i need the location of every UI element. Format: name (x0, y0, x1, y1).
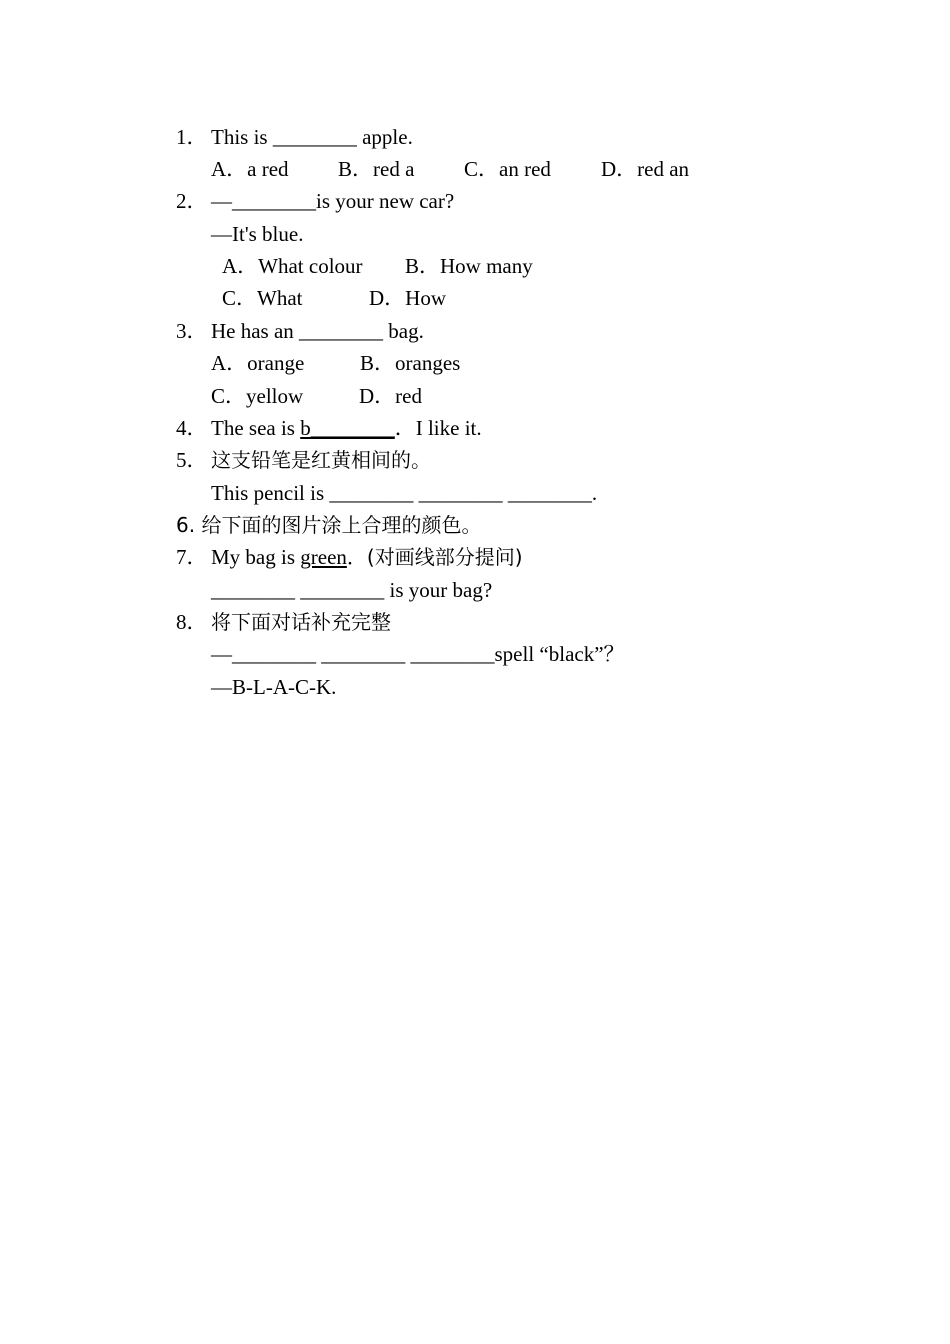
option-c: C．What (222, 286, 303, 310)
question-instruction: 将下面对话补充完整 (211, 610, 391, 634)
question-number: 8． (176, 610, 208, 634)
question-instruction: 6. 给下面的图片涂上合理的颜色。 (176, 513, 482, 537)
question-stem: He has an ________ bag. (211, 319, 424, 343)
question-stem (211, 414, 482, 442)
dialogue-line-1: —________ ________ ________spell “black”？ (211, 642, 625, 666)
question-number: 1． (176, 125, 208, 149)
option-b: B．How many (405, 254, 533, 278)
question-stem: This is ________ apple. (211, 125, 413, 149)
option-c: C．an red (464, 157, 551, 181)
option-a: A．a red (211, 157, 289, 181)
question-stem: —________is your new car? (211, 189, 455, 213)
option-b: B．red a (338, 157, 415, 181)
question-number: 2． (176, 189, 208, 213)
question-number: 7． (176, 545, 208, 569)
option-b: B．oranges (360, 351, 461, 375)
answer-sentence: This pencil is ________ ________ ________. (211, 481, 598, 505)
dialogue-reply: —It's blue. (211, 222, 304, 246)
underlined-word: green (300, 545, 347, 569)
question-number: 3． (176, 319, 208, 343)
answer-line: ________ ________ is your bag? (211, 578, 493, 602)
stem-text: The sea is (211, 416, 301, 440)
option-d: D．red (359, 384, 422, 408)
option-a: A．orange (211, 351, 305, 375)
option-a: A．What colour (222, 254, 363, 278)
answer-blank: b________ (300, 416, 395, 440)
question-number: 4． (176, 416, 208, 440)
option-d: D．How (369, 286, 446, 310)
option-c: C．yellow (211, 384, 304, 408)
stem-text: My bag is (211, 545, 301, 569)
stem-text: ．I like it. (394, 416, 482, 440)
question-number: 5． (176, 448, 208, 472)
question-instruction: 这支铅笔是红黄相间的。 (211, 448, 431, 472)
question-stem (211, 543, 523, 571)
dialogue-line-2: —B-L-A-C-K. (211, 675, 337, 699)
option-d: D．red an (601, 157, 690, 181)
stem-instruction: ．(对画线部分提问) (346, 545, 523, 569)
